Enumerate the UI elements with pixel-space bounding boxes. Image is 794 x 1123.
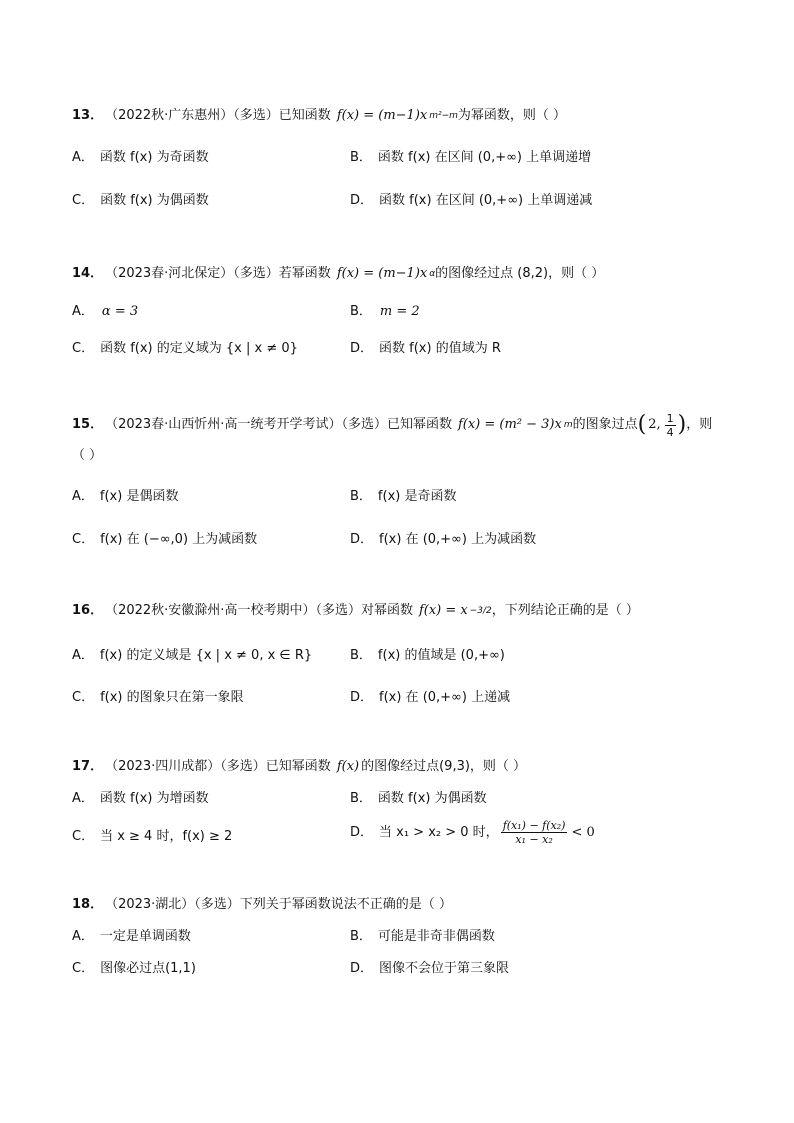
option-label: D． (350, 341, 374, 356)
fraction-denominator: x₁ − x₂ (515, 833, 553, 846)
option-c[interactable] (72, 827, 232, 847)
option-label: B． (350, 791, 372, 806)
question-stem (72, 106, 732, 126)
option-text: 图像不会位于第三象限 (379, 961, 510, 976)
question-source: （2023·四川成都）（多选）已知幂函数 (105, 759, 331, 774)
formula: f(x) = (m−1)x (336, 266, 428, 281)
formula-exponent: −3/2 (469, 606, 492, 616)
question-number: 16． (72, 603, 104, 618)
question-number: 17． (72, 759, 104, 774)
question-tail: 为幂函数，则（ ） (457, 108, 567, 123)
option-c[interactable] (72, 530, 257, 550)
question-tail: 的图象过点 (572, 417, 638, 432)
question-source: （2023春·山西忻州·高一统考开学考试）（多选）已知幂函数 (105, 417, 452, 432)
option-text: f(x) 是偶函数 (99, 489, 179, 504)
option-text: 函数 f(x) 的定义域为 {x | x ≠ 0} (100, 341, 298, 356)
question-source: （2022秋·安徽滁州·高一校考期中）（多选）对幂函数 (105, 603, 413, 618)
option-a[interactable] (72, 927, 191, 947)
option-label: B． (350, 304, 372, 319)
option-a[interactable] (72, 302, 140, 322)
option-text: 函数 f(x) 在区间 (0,+∞) 上单调递增 (377, 150, 592, 165)
option-text: 函数 f(x) 为偶函数 (100, 193, 209, 208)
question-stem (72, 410, 732, 440)
option-label: C． (72, 961, 95, 976)
option-label: C． (72, 341, 95, 356)
question-16 (72, 601, 732, 711)
option-text: α = 3 (101, 304, 139, 319)
question-18 (72, 895, 732, 985)
point-x: 2, (648, 417, 661, 432)
question-number: 13． (72, 108, 104, 123)
option-text: m = 2 (379, 304, 420, 319)
option-label: D． (350, 193, 374, 208)
question-stem (72, 264, 732, 284)
option-b[interactable] (350, 789, 487, 809)
option-b[interactable] (350, 927, 495, 947)
option-label: C． (72, 193, 95, 208)
question-tail: 的图像经过点 (8,2)，则（ ） (435, 266, 605, 281)
question-stem (72, 601, 732, 621)
option-text: 函数 f(x) 为增函数 (99, 791, 209, 806)
option-text: 函数 f(x) 为偶函数 (377, 791, 487, 806)
option-d[interactable] (350, 191, 592, 211)
question-stem (72, 757, 732, 777)
option-label: D． (350, 961, 374, 976)
question-number: 18． (72, 897, 104, 912)
fraction (501, 819, 568, 846)
question-tail: ，下列结论正确的是（ ） (491, 603, 639, 618)
option-d[interactable] (350, 339, 501, 359)
formula-exponent: m (563, 420, 573, 430)
option-text: 函数 f(x) 在区间 (0,+∞) 上单调递减 (379, 193, 593, 208)
fraction-numerator: 1 (666, 411, 674, 425)
option-text: 函数 f(x) 为奇函数 (99, 150, 209, 165)
option-text: f(x) 在 (−∞,0) 上为减函数 (100, 532, 258, 547)
question-13 (72, 106, 732, 216)
option-label: A． (72, 150, 94, 165)
option-label: A． (72, 489, 94, 504)
option-text: 图像必过点(1,1) (100, 961, 196, 976)
option-text: 一定是单调函数 (99, 929, 191, 944)
option-b[interactable] (350, 646, 505, 666)
option-label: B． (350, 929, 372, 944)
option-text: 当 x ≥ 4 时，f(x) ≥ 2 (100, 829, 233, 844)
option-c[interactable] (72, 339, 298, 359)
question-source: （2022秋·广东惠州）（多选）已知函数 (105, 108, 331, 123)
option-text: f(x) 是奇函数 (377, 489, 457, 504)
fraction (665, 412, 676, 439)
question-continuation: （ ） (72, 448, 103, 463)
question-source: （2023·湖北）（多选）下列关于幂函数说法不正确的是（ ） (105, 897, 452, 912)
question-number: 15． (72, 417, 104, 432)
formula: f(x) = x (418, 603, 468, 618)
question-number: 14． (72, 266, 104, 281)
option-text: f(x) 在 (0,+∞) 上递减 (379, 690, 511, 705)
left-paren: ( (637, 412, 647, 437)
option-text: f(x) 的图象只在第一象限 (100, 690, 244, 705)
option-label: D． (350, 532, 374, 547)
fraction-denominator: 4 (666, 425, 674, 439)
option-b[interactable] (350, 487, 456, 507)
formula: f(x) (336, 759, 360, 774)
option-label: A． (72, 304, 94, 319)
formula-exponent: m²−m (429, 111, 458, 121)
option-a[interactable] (72, 487, 178, 507)
question-15 (72, 410, 732, 556)
option-text: f(x) 的定义域是 {x | x ≠ 0, x ∈ R} (99, 648, 313, 663)
option-text: 当 x₁ > x₂ > 0 时， (379, 824, 499, 840)
formula: f(x) = (m−1)x (336, 108, 428, 123)
fraction-numerator: f(x₁) − f(x₂) (502, 819, 566, 832)
question-17 (72, 757, 732, 857)
option-b[interactable] (350, 148, 591, 168)
inequality: < 0 (571, 824, 595, 840)
option-d[interactable] (350, 959, 509, 979)
option-label: A． (72, 648, 94, 663)
option-c[interactable] (72, 191, 209, 211)
formula: f(x) = (m² − 3)x (457, 417, 562, 432)
option-d[interactable] (350, 530, 536, 550)
option-d[interactable] (350, 688, 510, 708)
option-label: C． (72, 829, 95, 844)
option-label: C． (72, 690, 95, 705)
question-stem (72, 895, 732, 915)
option-a[interactable] (72, 148, 209, 168)
question-tail: ，则 (686, 417, 713, 432)
option-c[interactable] (72, 688, 244, 708)
option-text: f(x) 在 (0,+∞) 上为减函数 (379, 532, 537, 547)
option-a[interactable] (72, 789, 209, 809)
option-label: D． (350, 824, 374, 840)
option-label: C． (72, 532, 95, 547)
option-label: B． (350, 150, 372, 165)
option-text: 函数 f(x) 的值域为 R (379, 341, 501, 356)
question-tail: 的图像经过点(9,3)，则（ ） (361, 759, 527, 774)
question-14 (72, 264, 732, 364)
option-label: A． (72, 791, 94, 806)
formula-exponent: α (429, 269, 436, 279)
question-source: （2023春·河北保定）（多选）若幂函数 (105, 266, 331, 281)
option-label: D． (350, 690, 374, 705)
right-paren: ) (677, 412, 687, 437)
option-label: B． (350, 648, 372, 663)
option-label: A． (72, 929, 94, 944)
option-label: B． (350, 489, 372, 504)
option-a[interactable] (72, 646, 312, 666)
option-c[interactable] (72, 959, 196, 979)
option-text: 可能是非奇非偶函数 (377, 929, 495, 944)
option-d[interactable] (350, 819, 597, 846)
option-text: f(x) 的值域是 (0,+∞) (377, 648, 505, 663)
option-b[interactable] (350, 302, 422, 322)
